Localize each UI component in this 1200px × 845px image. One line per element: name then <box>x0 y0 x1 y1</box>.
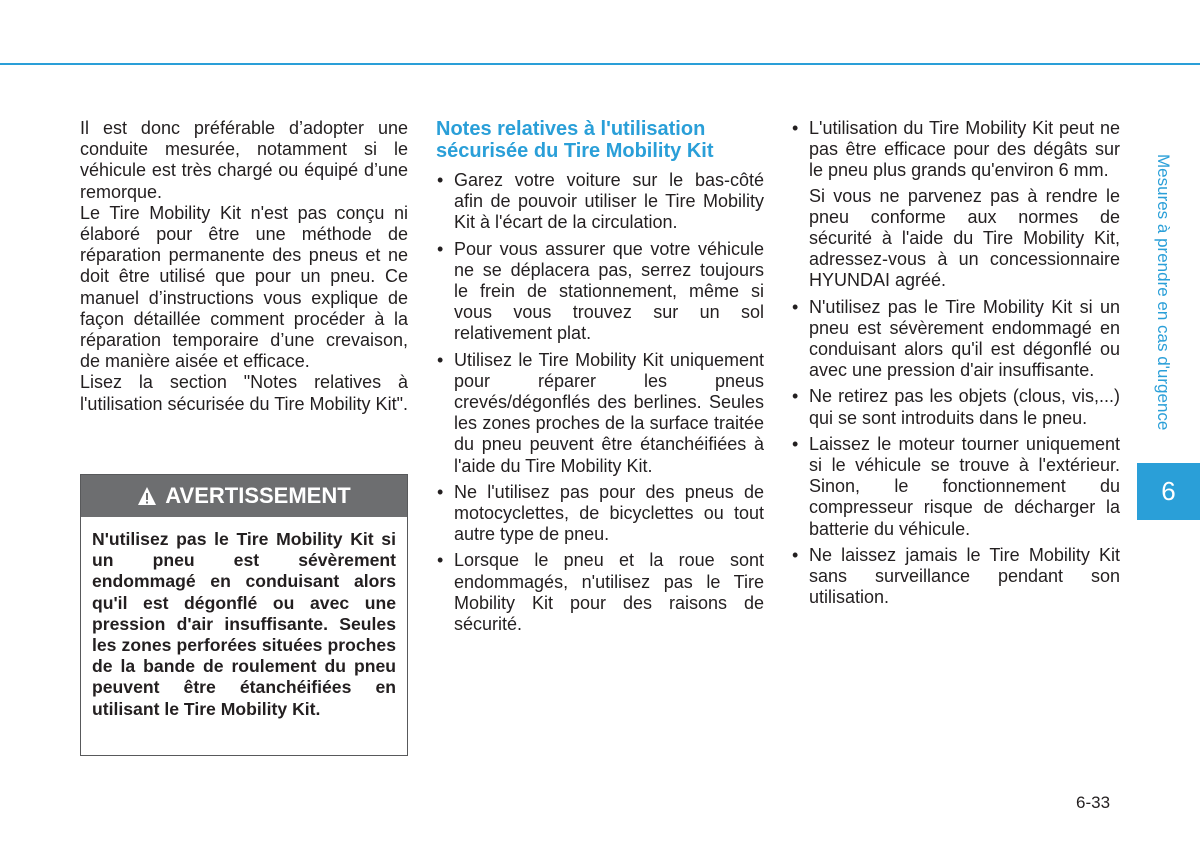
column-1 <box>80 118 408 415</box>
chapter-number-tab: 6 <box>1137 463 1200 520</box>
warning-box <box>80 474 408 756</box>
bullet-list <box>791 297 1120 609</box>
warning-body: N'utilisez pas le Tire Mobility Kit si un pneu est sévèrement endommagé en conduisant alors qu'il est dégonflé ou avec une pression d'air insuffisante. Seules les zones perforées situées proches de la bande de roulement du pneu peuvent être étanchéifiées en utilisant le Tire Mobility Kit. <box>92 529 396 719</box>
list-item: • Pour vous assurer que votre véhicule ne se déplacera pas, serrez toujours le frein de stationnement, même si vous vous trouvez sur un sol relativement plat. <box>436 239 764 345</box>
list-item: • L'utilisation du Tire Mobility Kit peut ne pas être efficace pour des dégâts sur le pneu plus grands qu'environ 6 mm. <box>791 118 1120 182</box>
list-item: • Utilisez le Tire Mobility Kit uniquement pour réparer les pneus crevés/dégonflés des berlines. Seules les zones proches de la surface traitée du pneu peuvent être étanchéifiées à l'aide du Tire Mobility Kit. <box>436 350 764 477</box>
paragraph: Le Tire Mobility Kit n'est pas conçu ni élaboré pour être une méthode de réparation permanente des pneus et ne doit être utilisé que pour un pneu. Ce manuel d’instructions vous explique de façon détaillée comment procéder à la réparation temporaire d’une crevaison, de manière aisée et efficace. <box>80 202 408 372</box>
warning-header <box>81 475 407 517</box>
paragraph: Lisez la section "Notes relatives à l'utilisation sécurisée du Tire Mobility Kit". <box>80 372 408 414</box>
list-item: • Ne retirez pas les objets (clous, vis,...) qui se sont introduits dans le pneu. <box>791 386 1120 428</box>
bullet-list <box>436 170 764 635</box>
list-item: • Ne l'utilisez pas pour des pneus de motocyclettes, de bicyclettes ou tout autre type de pneu. <box>436 482 764 546</box>
list-item: • Lorsque le pneu et la roue sont endommagés, n'utilisez pas le Tire Mobility Kit pour des raisons de sécurité. <box>436 550 764 635</box>
section-heading: Notes relatives à l'utilisation sécurisée du Tire Mobility Kit <box>436 118 714 162</box>
page-number: 6-33 <box>1076 793 1111 812</box>
list-item: • Garez votre voiture sur le bas-côté afin de pouvoir utiliser le Tire Mobility Kit à l'écart de la circulation. <box>436 170 764 234</box>
warning-title: AVERTISSEMENT <box>165 483 351 508</box>
bullet-list <box>791 118 1120 182</box>
list-item: • N'utilisez pas le Tire Mobility Kit si un pneu est sévèrement endommagé en conduisant alors qu'il est dégonflé ou avec une pression d'air insuffisante. <box>791 297 1120 382</box>
column-3 <box>791 118 1120 613</box>
sub-paragraph: Si vous ne parvenez pas à rendre le pneu conforme aux normes de sécurité à l'aide du Tire Mobility Kit, adressez-vous à un concessionnaire HYUNDAI agréé. <box>809 185 1120 291</box>
warning-triangle-icon <box>137 486 157 506</box>
list-item: • Ne laissez jamais le Tire Mobility Kit sans surveillance pendant son utilisation. <box>791 545 1120 609</box>
column-2 <box>436 118 764 640</box>
list-item: • Laissez le moteur tourner uniquement si le véhicule se trouve à l'extérieur. Sinon, le fonctionnement du compresseur risque de décharger la batterie du véhicule. <box>791 434 1120 540</box>
top-rule <box>0 63 1200 65</box>
chapter-side-label: Mesures à prendre en cas d'urgence <box>1154 154 1173 431</box>
paragraph: Il est donc préférable d’adopter une conduite mesurée, notamment si le véhicule est très chargé ou équipé d’une remorque. <box>80 118 408 202</box>
